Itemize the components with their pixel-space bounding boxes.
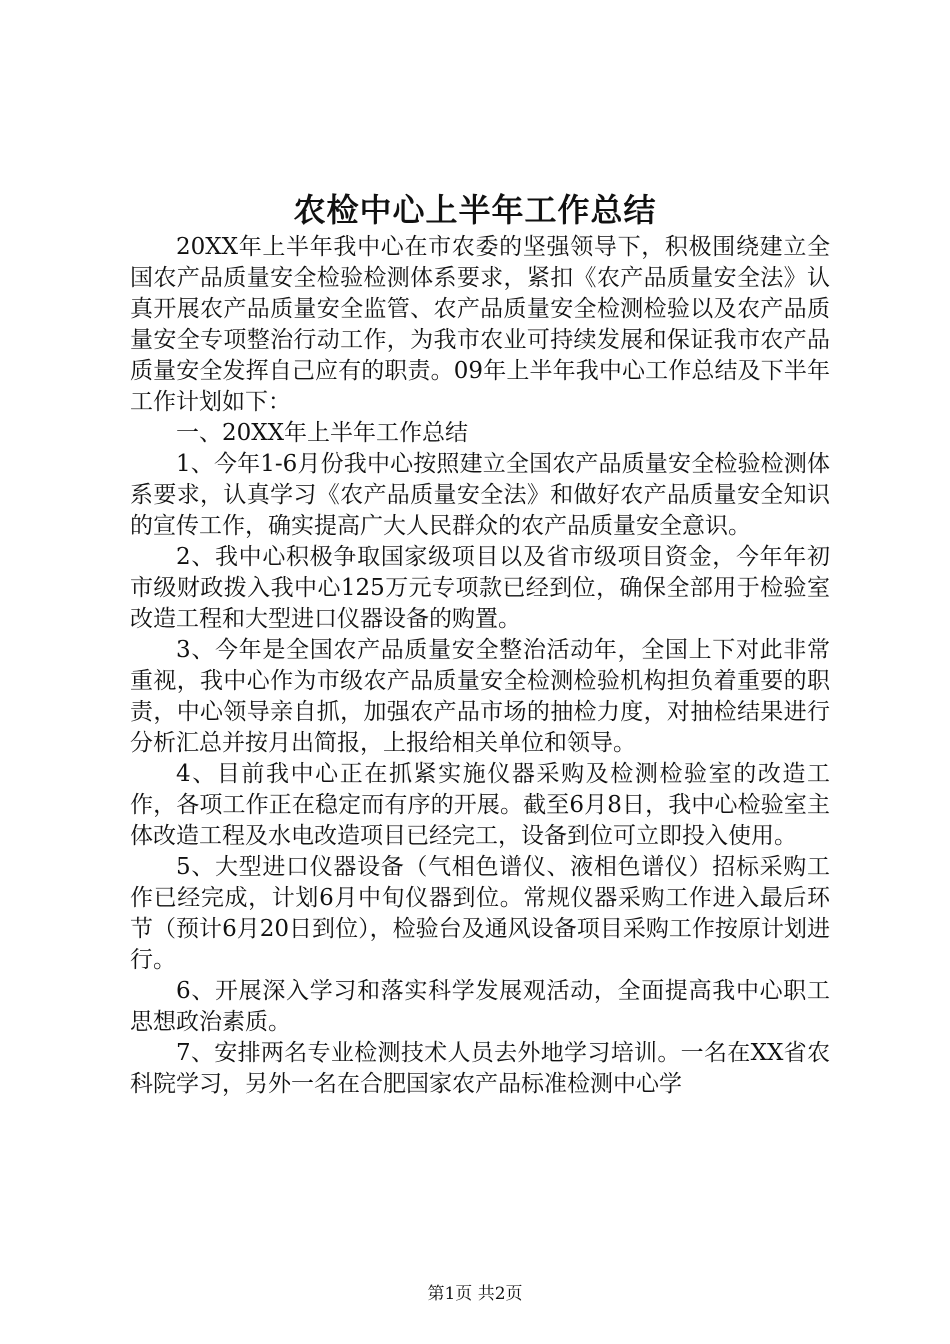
intro-paragraph: 20XX年上半年我中心在市农委的坚强领导下，积极围绕建立全国农产品质量安全检验检测体系要求，紧扣《农产品质量安全法》认真开展农产品质量安全监管、农产品质量安全检测检验以及农产品质量安全专项整治行动工作，为我市农业可持续发展和保证我市农产品质量安全发挥自己应有的职责。09年上半年我中心工作总结及下半年工作计划如下： xyxy=(130,234,830,415)
document-title: 农检中心上半年工作总结 xyxy=(293,191,657,229)
item-paragraph-5: 5、大型进口仪器设备（气相色谱仪、液相色谱仪）招标采购工作已经完成，计划6月中旬仪器到位。常规仪器采购工作进入最后环节（预计6月20日到位），检验台及通风设备项目采购工作按原计划进行。 xyxy=(130,854,830,973)
document-body xyxy=(130,232,830,1100)
item-paragraph-2: 2、我中心积极争取国家级项目以及省市级项目资金，今年年初市级财政拨入我中心125万元专项款已经到位，确保全部用于检验室改造工程和大型进口仪器设备的购置。 xyxy=(130,544,830,632)
item-paragraph-1: 1、今年1-6月份我中心按照建立全国农产品质量安全检验检测体系要求，认真学习《农产品质量安全法》和做好农产品质量安全知识的宣传工作，确实提高广大人民群众的农产品质量安全意识。 xyxy=(130,451,830,539)
item-paragraph-7: 7、安排两名专业检测技术人员去外地学习培训。一名在XX省农科院学习，另外一名在合肥国家农产品标准检测中心学 xyxy=(130,1040,830,1097)
item-paragraph-3: 3、今年是全国农产品质量安全整治活动年，全国上下对此非常重视，我中心作为市级农产品质量安全检测检验机构担负着重要的职责，中心领导亲自抓，加强农产品市场的抽检力度，对抽检结果进行分析汇总并按月出简报，上报给相关单位和领导。 xyxy=(130,637,830,756)
item-paragraph-4: 4、目前我中心正在抓紧实施仪器采购及检测检验室的改造工作，各项工作正在稳定而有序的开展。截至6月8日，我中心检验室主体改造工程及水电改造项目已经完工，设备到位可立即投入使用。 xyxy=(130,761,830,849)
section-heading: 一、20XX年上半年工作总结 xyxy=(176,420,469,446)
page-number-footer: 第1页 共2页 xyxy=(427,1284,523,1304)
item-paragraph-6: 6、开展深入学习和落实科学发展观活动，全面提高我中心职工思想政治素质。 xyxy=(130,978,830,1035)
